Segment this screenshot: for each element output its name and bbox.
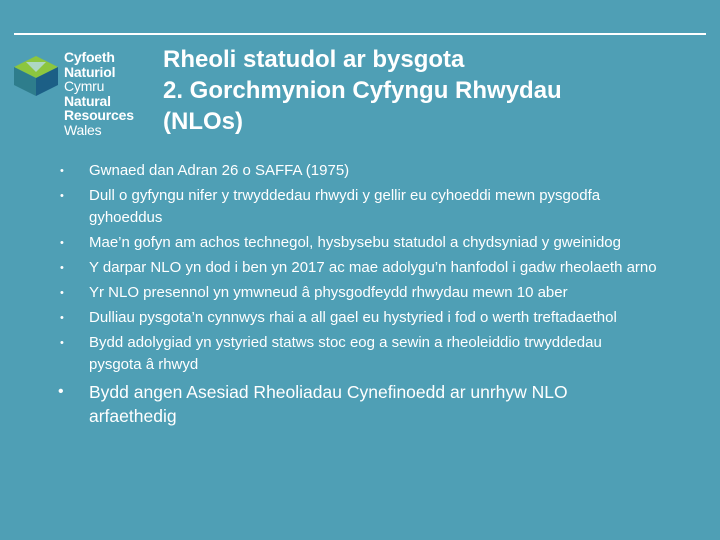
bullet-text: Bydd adolygiad yn ystyried statws stoc eog a sewin a rheoleiddio trwyddedau pysgota â rhwyd [89,334,602,373]
logo-wordmark [64,50,134,137]
bullet-item [58,282,658,304]
bullet-dot: • [60,312,64,324]
bullet-item [58,332,658,376]
bullet-dot: • [60,337,64,349]
logo-line: Resources [64,107,134,123]
bullet-dot: • [60,237,64,249]
bullet-text: Mae’n gofyn am achos technegol, hysbysebu statudol a chydsyniad y gweinidog [89,234,621,251]
bullet-text: Bydd angen Asesiad Rheoliadau Cynefinoedd ar unrhyw NLO arfaethedig [89,382,568,426]
title-line-3: (NLOs) [163,108,243,135]
bullet-dot: • [58,383,64,400]
logo-line: Naturiol [64,63,116,80]
bullet-dot: • [60,165,64,177]
logo-line: Cymru [64,78,105,94]
bullet-text: Gwnaed dan Adran 26 o SAFFA (1975) [89,162,350,179]
bullet-dot: • [60,287,64,299]
bullet-text: Dulliau pysgota’n cynnwys rhai a all gael eu hystyried i fod o werth treftadaethol [89,309,617,326]
bullet-item-large [58,380,658,428]
bullet-text: Yr NLO presennol yn ymwneud â physgodfeydd rhwydau mewn 10 aber [89,284,568,301]
logo-line: Cyfoeth [64,49,115,65]
bullet-item [58,257,658,279]
title-line-2: 2. Gorchmynion Cyfyngu Rhwydau [163,77,562,104]
bullet-item [58,160,658,182]
nrw-logo [12,50,162,146]
title-line-1: Rheoli statudol ar bysgota [163,46,465,73]
bullet-item [58,232,658,254]
logo-line: Natural [64,92,111,109]
bullet-text: Y darpar NLO yn dod i ben yn 2017 ac mae adolygu’n hanfodol i gadw rheolaeth arno [89,259,657,276]
bullet-dot: • [60,190,64,202]
header-divider [14,33,706,35]
slide-title [163,44,703,137]
bullet-item [58,185,658,229]
bullet-item [58,307,658,329]
logo-line: Wales [64,121,102,138]
bullet-list [58,160,658,431]
bullet-dot: • [60,262,64,274]
bullet-text: Dull o gyfyngu nifer y trwyddedau rhwydi y gellir eu cyhoeddi mewn pysgodfa gyhoeddus [89,187,601,226]
logo-mark-icon [12,54,60,98]
